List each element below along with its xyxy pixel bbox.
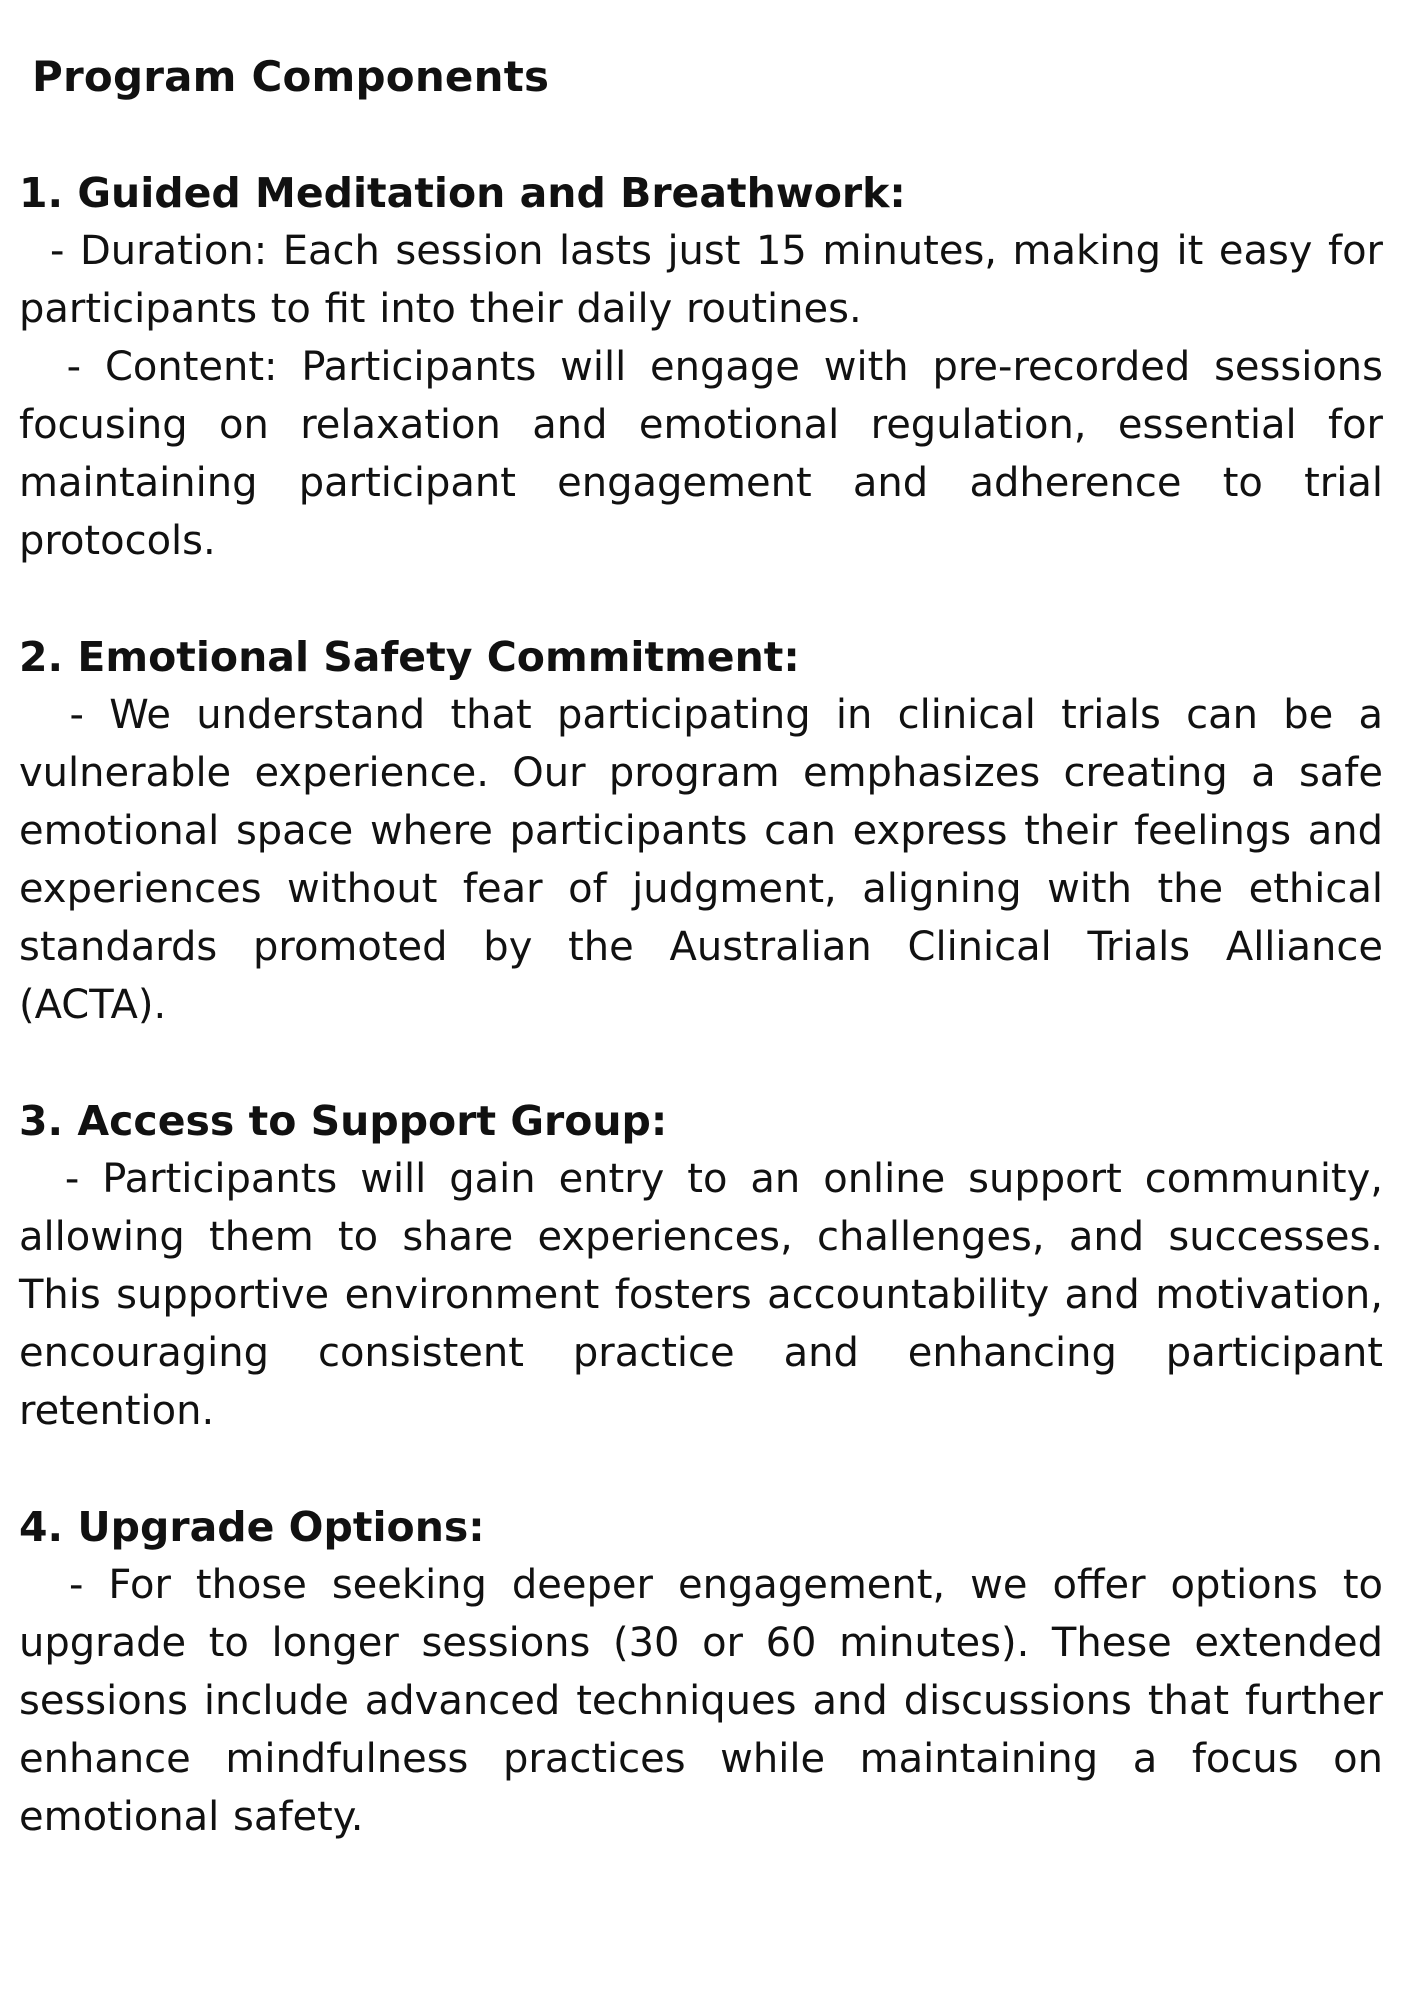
section-heading: 1. Guided Meditation and Breathwork: xyxy=(19,169,906,217)
section-paragraph: - Participants will gain entry to an online support community, allowing them to share experiences, challenges, and successes. This supportive environment fosters accountability and motivation, encouraging consistent practice and enhancing participant retention. xyxy=(19,1156,1383,1434)
section-paragraph-content: - Content: Participants will engage with pre-recorded sessions focusing on relaxation and emotional regulation, essential for maintaining participant engagement and adherence to trial protocols. xyxy=(19,344,1383,564)
document-page xyxy=(19,48,1383,1904)
section-guided-meditation xyxy=(19,164,1383,570)
page-title: Program Components xyxy=(32,52,550,101)
section-paragraph: - We understand that participating in clinical trials can be a vulnerable experience. Our program emphasizes creating a safe emotional space where participants can express their feelings and experiences without fear of judgment, aligning with the ethical standards promoted by the Australian Clinical Trials Alliance (ACTA). xyxy=(19,692,1383,1028)
section-paragraph: - For those seeking deeper engagement, we offer options to upgrade to longer sessions (30 or 60 minutes). These extended sessions include advanced techniques and discussions that further enhance mindfulness practices while maintaining a focus on emotional safety. xyxy=(19,1562,1383,1840)
section-emotional-safety xyxy=(19,628,1383,1034)
section-support-group xyxy=(19,1092,1383,1440)
section-heading: 2. Emotional Safety Commitment: xyxy=(19,633,800,681)
section-heading: 4. Upgrade Options: xyxy=(19,1503,485,1551)
section-heading: 3. Access to Support Group: xyxy=(19,1097,668,1145)
section-paragraph-duration: - Duration: Each session lasts just 15 minutes, making it easy for participants to fit into their daily routines. xyxy=(19,228,1383,332)
section-upgrade-options xyxy=(19,1498,1383,1846)
